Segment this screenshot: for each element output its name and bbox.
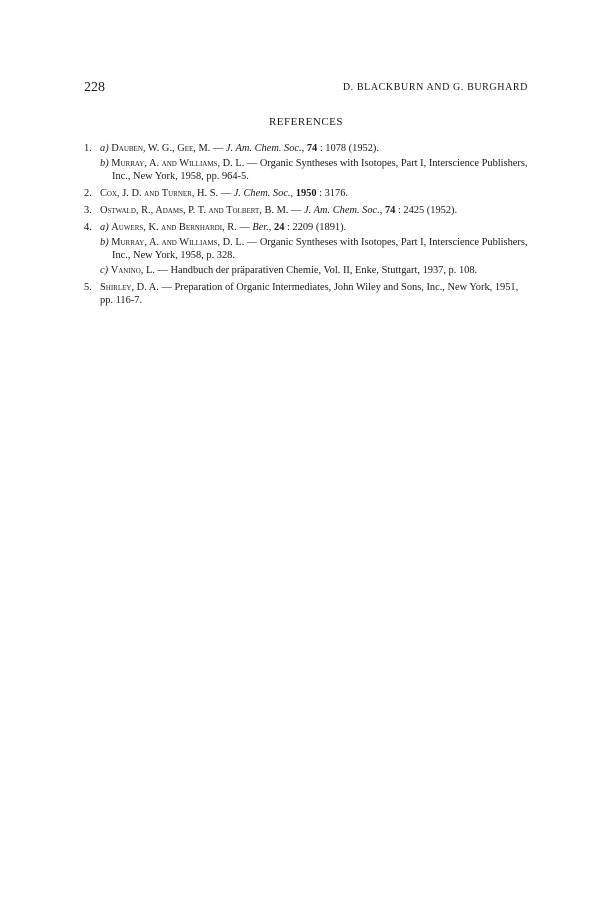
reference-entry: [100, 221, 528, 234]
reference-volume: 74: [384, 205, 396, 216]
reference-text: Organic Syntheses with Isotopes, Part I, Interscience Publishers, Inc., New York, 1958, p. 328.: [112, 237, 528, 261]
reference-separator: ,: [379, 205, 385, 216]
page-header: [84, 80, 528, 100]
reference-list: [84, 142, 528, 311]
reference-entry: [100, 142, 528, 155]
reference-text: Handbuch der präparativen Chemie, Vol. II, Enke, Stuttgart, 1937, p. 108.: [170, 265, 478, 276]
reference-pages: : 2209 (1891).: [284, 222, 347, 233]
reference-separator: —: [288, 205, 305, 216]
reference-entry: [100, 236, 528, 262]
reference-sublabel: b): [100, 158, 109, 169]
reference-volume: 74: [306, 143, 318, 154]
reference-authors: Ostwald, R., Adams, P. T. and Tolbert, B. M.: [100, 205, 289, 216]
reference-authors: Dauben, W. G., Gee, M.: [111, 143, 211, 154]
reference-text: Preparation of Organic Intermediates, John Wiley and Sons, Inc., New York, 1951, pp. 116-7.: [100, 282, 519, 306]
reference-authors: Shirley, D. A.: [100, 282, 159, 293]
reference-pages: : 2425 (1952).: [395, 205, 458, 216]
reference-pages: : 1078 (1952).: [317, 143, 379, 154]
reference-item: [84, 204, 528, 217]
reference-entry: [100, 157, 528, 183]
reference-separator: —: [244, 237, 260, 248]
reference-authors: Murray, A. and Williams, D. L.: [111, 158, 245, 169]
reference-number: 5.: [84, 282, 92, 293]
reference-entry: [100, 264, 528, 277]
reference-entry: [100, 281, 528, 307]
reference-authors: Vanino, L.: [110, 265, 155, 276]
reference-separator: —: [244, 158, 260, 169]
reference-pages: : 3176.: [316, 188, 348, 199]
reference-volume: 1950: [295, 188, 317, 199]
page-number: 228: [84, 80, 105, 95]
reference-journal: J. Am. Chem. Soc.: [225, 143, 302, 154]
reference-separator: —: [158, 282, 175, 293]
reference-separator: —: [236, 222, 253, 233]
reference-entry: [100, 204, 528, 217]
reference-item: [84, 221, 528, 277]
reference-separator: —: [154, 265, 171, 276]
reference-sublabel: c): [100, 265, 109, 276]
reference-separator: ,: [268, 222, 274, 233]
reference-volume: 24: [274, 222, 285, 233]
reference-journal: Ber.: [252, 222, 269, 233]
reference-item: [84, 187, 528, 200]
reference-number: 2.: [84, 188, 92, 199]
reference-separator: —: [210, 143, 226, 154]
reference-authors: Cox, J. D. and Turner, H. S.: [100, 188, 219, 199]
reference-separator: ,: [301, 143, 307, 154]
reference-authors: Auwers, K. and Bernhardi, R.: [111, 222, 237, 233]
reference-text: Organic Syntheses with Isotopes, Part I, Interscience Publishers, Inc., New York, 1958, pp. 964-5.: [112, 158, 528, 182]
reference-item: [84, 281, 528, 307]
section-title: REFERENCES: [268, 116, 344, 128]
reference-journal: J. Am. Chem. Soc.: [304, 205, 380, 216]
reference-number: 3.: [84, 205, 92, 216]
reference-authors: Murray, A. and Williams, D. L.: [111, 237, 245, 248]
reference-separator: ,: [290, 188, 296, 199]
reference-separator: —: [218, 188, 234, 199]
reference-entry: [100, 187, 528, 200]
reference-journal: J. Chem. Soc.: [233, 188, 291, 199]
reference-item: [84, 142, 528, 183]
reference-sublabel: a): [100, 222, 109, 233]
running-head: D. BLACKBURN AND G. BURGHARD: [342, 82, 528, 93]
reference-number: 1.: [84, 143, 92, 154]
reference-number: 4.: [84, 222, 92, 233]
reference-sublabel: b): [100, 237, 109, 248]
reference-sublabel: a): [100, 143, 109, 154]
